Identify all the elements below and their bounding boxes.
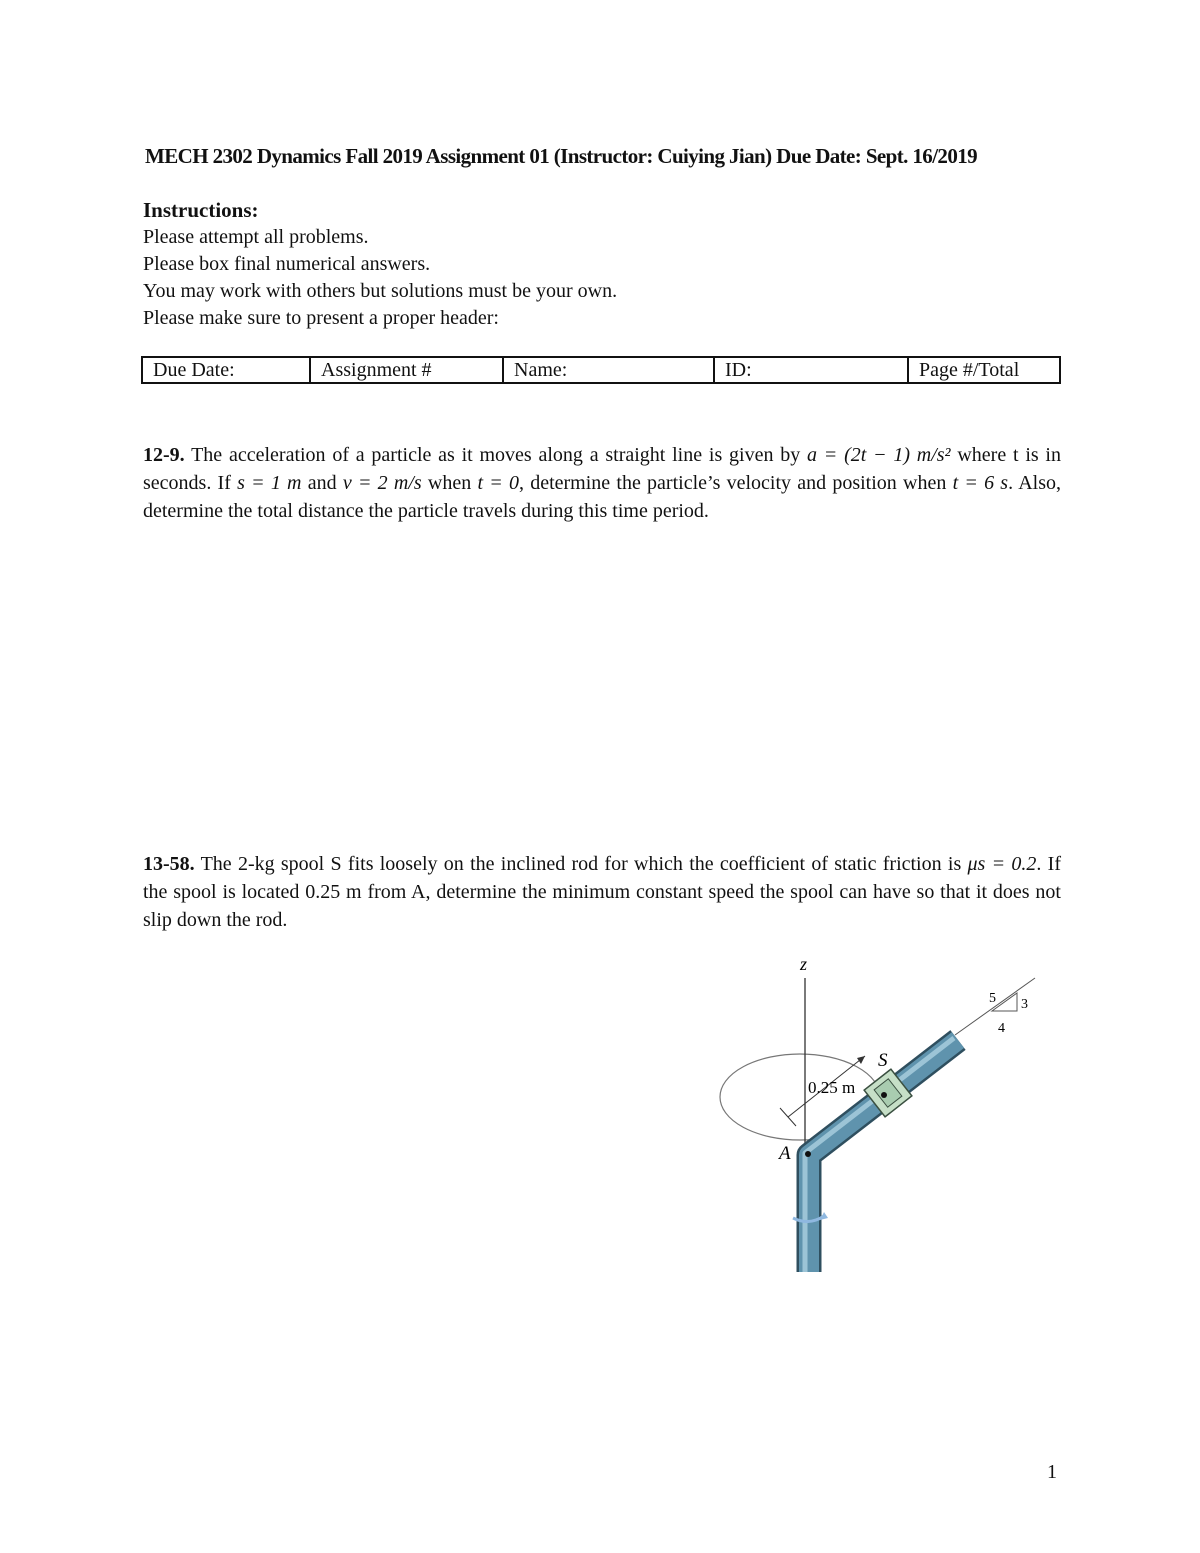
id-cell: ID: [714,357,908,383]
problem-text: The acceleration of a particle as it moves along a straight line is given by [184,444,808,466]
assignment-title: MECH 2302 Dynamics Fall 2019 Assignment 01 (Instructor: Cuiying Jian) Due Date: Sept. 16/2019 [145,144,978,168]
problem-text: where t is in seconds. If [143,444,1061,494]
spool-label: S [878,1050,888,1071]
slope-rise-label: 3 [1021,997,1028,1012]
instruction-line: Please attempt all problems. [143,226,369,248]
point-a-label: A [779,1143,791,1164]
page-number: 1 [1047,1461,1057,1483]
equation: μs = 0.2 [967,853,1037,875]
assignment-number-cell: Assignment # [310,357,503,383]
z-axis-label: z [800,954,808,974]
header-template-table [141,356,1061,384]
instruction-line: Please make sure to present a proper header: [143,307,499,329]
name-cell: Name: [503,357,714,383]
due-date-cell: Due Date: [142,357,310,383]
spool-pin [881,1092,887,1098]
page-total-cell: Page #/Total [908,357,1060,383]
problem-text: , determine the particle’s velocity and position when [518,472,953,494]
equation: v = 2 m/s [342,472,422,494]
distance-label: 0.25 m [808,1078,856,1097]
problem-text: . If the spool is located 0.25 m from A, determine the minimum constant speed the spool can have so that it does not slip down the rod. [143,853,1062,931]
problem-text: when [421,472,478,494]
problem-text: . Also, determine the total distance the particle travels during this time period. [143,472,1061,522]
equation: t = 6 s [952,472,1009,494]
slope-run-label: 4 [998,1021,1005,1036]
equation: t = 0 [477,472,519,494]
instruction-line: Please box final numerical answers. [143,253,431,275]
spool-rod-figure [700,950,1060,1280]
problem-13-58 [143,850,1061,934]
problem-number: 13-58. [143,853,195,875]
problem-number: 12-9. [143,444,185,466]
equation: s = 1 m [237,472,302,494]
problem-text: The 2-kg spool S fits loosely on the inclined rod for which the coefficient of static friction is [194,853,968,875]
dimension-arrowhead [857,1056,865,1064]
instructions-heading: Instructions: [143,198,259,222]
dimension-tick [780,1108,796,1126]
equation: a = (2t − 1) m/s² [807,444,951,466]
point-a-marker [805,1151,811,1157]
instruction-line: You may work with others but solutions must be your own. [143,280,618,302]
problem-12-9 [143,441,1061,525]
slope-hyp-label: 5 [989,991,996,1006]
problem-text: and [301,472,343,494]
